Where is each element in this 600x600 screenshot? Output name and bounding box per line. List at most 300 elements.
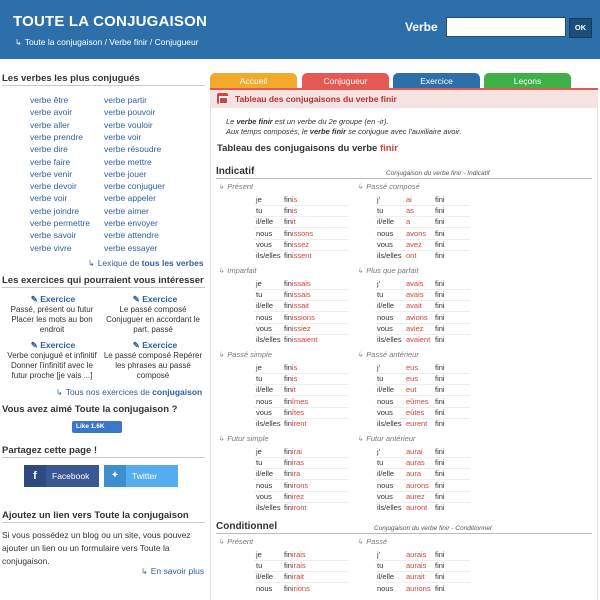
auxiliary-verb: avait — [406, 301, 422, 311]
tab-conjugueur[interactable]: Conjugueur — [302, 73, 389, 90]
popular-verb-link[interactable]: verbe pouvoir — [104, 107, 156, 118]
conjugated-verb — [284, 419, 307, 428]
verb-ending: irez — [291, 491, 305, 501]
verb-ending: irent — [291, 419, 307, 428]
chevron-icon: ↳ — [357, 266, 364, 275]
verb-ending: is — [291, 195, 298, 204]
pronoun: ils/elles — [377, 251, 402, 260]
conjugated-verb — [284, 397, 308, 406]
popular-verb-link[interactable]: verbe joindre — [30, 205, 80, 216]
pronoun: nous — [256, 583, 273, 593]
intro-part: se conjugue avec l'auxiliaire avoir. — [346, 126, 462, 136]
conjugated-verb — [284, 584, 310, 593]
verb-ending: irais — [291, 561, 306, 571]
verb-stem: fin — [284, 363, 292, 372]
verb-stem: fin — [284, 447, 292, 456]
verb-stem: fin — [284, 385, 292, 395]
exercises-heading: Les exercices qui pourraient vous intéresser — [2, 275, 204, 286]
past-participle: fini — [435, 561, 445, 571]
conjugated-verb — [284, 458, 304, 467]
pronoun: tu — [256, 290, 263, 300]
verb-search-ok-button[interactable]: OK — [569, 18, 592, 38]
popular-verb-link[interactable]: verbe prendre — [30, 131, 83, 142]
auxiliary-verb: auront — [406, 503, 428, 512]
conjugated-verb — [284, 550, 306, 559]
verb-ending: irai — [291, 447, 302, 456]
intro-verb: verbe finir — [309, 126, 347, 136]
pronoun: il/elle — [256, 572, 274, 582]
auxiliary-verb: eûtes — [406, 407, 425, 417]
verb-stem: fin — [284, 572, 292, 582]
conjugated-verb — [284, 290, 311, 299]
popular-verb-link[interactable]: verbe être — [30, 95, 69, 105]
pronoun: nous — [256, 228, 273, 238]
verb-ending: îtes — [291, 407, 305, 417]
pen-icon: ✎ — [132, 340, 143, 350]
pen-icon: ✎ — [132, 294, 143, 304]
pronoun: je — [256, 279, 262, 288]
pronoun: tu — [377, 458, 384, 468]
pronoun: tu — [377, 206, 384, 216]
auxiliary-verb: aurais — [406, 561, 427, 571]
pronoun: nous — [256, 312, 273, 322]
chevron-icon: ↳ — [218, 537, 225, 546]
past-participle: fini — [435, 407, 445, 417]
auxiliary-verb: eûmes — [406, 396, 429, 406]
verb-stem: fin — [284, 419, 292, 428]
pronoun: tu — [256, 206, 263, 216]
exercise-title[interactable] — [107, 294, 203, 305]
verb-stem: fin — [284, 491, 292, 501]
auxiliary-verb: ai — [406, 195, 412, 204]
verb-ending: issez — [291, 239, 310, 249]
verb-stem: fin — [284, 195, 292, 204]
verb-stem: fin — [284, 550, 292, 559]
breadcrumb[interactable] — [15, 37, 199, 47]
exercise-description[interactable]: Le passé composé Conjuguer en accordant le part. passé — [106, 305, 200, 334]
breadcrumb-arrow-icon: ↳ — [15, 38, 22, 47]
tab-lecons[interactable]: Leçons — [484, 73, 571, 90]
popular-verb-link[interactable]: verbe appeler — [104, 193, 156, 204]
conjugated-verb — [284, 240, 309, 249]
pronoun: nous — [256, 480, 273, 490]
facebook-icon: f — [24, 465, 46, 487]
pronoun: il/elle — [256, 217, 274, 227]
exercise-title-text: Exercice — [142, 340, 178, 350]
tab-exercice[interactable]: Exercice — [393, 73, 480, 90]
divider — [2, 522, 205, 523]
verb-stem: fin — [284, 239, 292, 249]
conjugated-verb — [284, 279, 311, 288]
popular-verb-link[interactable]: verbe partir — [104, 95, 147, 105]
pronoun: ils/elles — [256, 419, 281, 428]
intro-part: Le — [226, 117, 237, 126]
tense-name-text: Présent — [227, 537, 254, 546]
conjugated-verb — [284, 572, 304, 581]
chevron-icon: ↳ — [357, 350, 364, 359]
row-divider — [254, 373, 349, 374]
tense-name-text: Présent — [227, 182, 254, 191]
pronoun: je — [256, 195, 262, 204]
pronoun: il/elle — [377, 217, 395, 227]
auxiliary-verb: aurons — [406, 480, 429, 490]
auxiliary-verb: ont — [406, 251, 417, 260]
row-divider — [375, 373, 470, 374]
pronoun: nous — [377, 396, 394, 406]
past-participle: fini — [435, 290, 445, 300]
auxiliary-verb: avons — [406, 228, 427, 238]
popular-verb-link[interactable]: verbe envoyer — [104, 218, 158, 228]
tense-name — [357, 434, 416, 443]
pronoun: ils/elles — [256, 335, 281, 344]
conjugated-verb — [284, 363, 297, 372]
verb-stem: fin — [284, 217, 292, 227]
verb-ending: irions — [291, 583, 310, 593]
conjugated-verb — [284, 335, 317, 344]
verb-ending: is — [291, 363, 298, 372]
conjugated-verb — [284, 206, 297, 215]
panel-title: Tableau des conjugaisons du verbe finir — [235, 94, 397, 104]
verb-stem: fin — [284, 374, 292, 384]
row-divider — [254, 205, 349, 206]
past-participle: fini — [435, 503, 445, 512]
pronoun: tu — [256, 374, 263, 384]
pronoun: j' — [377, 550, 381, 559]
verb-stem: fin — [284, 312, 292, 322]
pronoun: vous — [256, 239, 272, 249]
conjugated-verb — [284, 561, 306, 570]
auxiliary-verb: avais — [406, 290, 424, 300]
pronoun: ils/elles — [256, 503, 281, 512]
auxiliary-verb: eus — [406, 374, 419, 384]
popular-verb-link[interactable]: verbe faire — [30, 156, 71, 167]
past-participle: fini — [435, 385, 445, 395]
conjugated-verb — [284, 408, 304, 417]
table-title-prefix: Tableau des conjugaisons du verbe — [217, 143, 380, 154]
verb-ending: irons — [291, 480, 309, 490]
twitter-icon: ✦ — [104, 465, 126, 487]
past-participle: fini — [435, 480, 445, 490]
intro-text — [226, 117, 461, 136]
auxiliary-verb: avions — [406, 312, 428, 322]
verb-ending: îmes — [291, 396, 309, 406]
past-participle: fini — [435, 363, 445, 372]
verb-ending: is — [291, 206, 298, 216]
exercise-description[interactable]: Passé, présent ou futur Placer les mots au bon endroit — [10, 305, 94, 334]
verb-ending: it — [291, 385, 296, 395]
pronoun: ils/elles — [377, 419, 402, 428]
verb-ending: ira — [291, 469, 301, 479]
pronoun: tu — [256, 561, 263, 571]
tense-name-text: Plus que parfait — [366, 266, 419, 275]
past-participle: fini — [435, 396, 445, 406]
chevron-icon: ↳ — [357, 537, 364, 546]
tense-name-text: Passé simple — [227, 350, 272, 359]
divider — [216, 178, 592, 179]
pronoun: vous — [377, 491, 393, 501]
divider — [2, 287, 205, 288]
tense-name-text: Passé antérieur — [366, 350, 419, 359]
table-icon — [217, 93, 228, 104]
past-participle: fini — [435, 374, 445, 384]
popular-verb-link[interactable]: verbe dire — [30, 144, 68, 155]
tense-name — [218, 434, 269, 443]
past-participle: fini — [435, 206, 445, 216]
breadcrumb-text[interactable]: Toute la conjugaison / Verbe finir / Conjugueur — [24, 37, 199, 47]
popular-verb-link[interactable]: verbe vivre — [30, 242, 72, 253]
tense-name — [218, 537, 253, 546]
exercise-title[interactable] — [5, 294, 101, 305]
pronoun: il/elle — [377, 469, 395, 479]
pronoun: ils/elles — [377, 503, 402, 512]
add-link-text: Si vous possédez un blog ou un site, vous pouvez ajouter un lien ou un formulaire vers Toute la conjugaison. — [2, 530, 191, 566]
verb-ending: irait — [291, 572, 305, 582]
verb-stem: fin — [284, 561, 292, 571]
verb-stem: fin — [284, 583, 292, 593]
panel-header — [210, 90, 598, 108]
conjugated-verb — [284, 385, 296, 394]
pronoun: j' — [377, 279, 381, 288]
pronoun: vous — [256, 491, 272, 501]
pronoun: j' — [377, 447, 381, 456]
chevron-icon: ↳ — [357, 434, 364, 443]
conjugated-verb — [284, 324, 311, 333]
verb-stem: fin — [284, 407, 292, 417]
pronoun: vous — [377, 239, 393, 249]
past-participle: fini — [435, 228, 445, 238]
auxiliary-verb: aura — [406, 469, 422, 479]
tense-name-text: Futur antérieur — [366, 434, 416, 443]
auxiliary-verb: aurai — [406, 447, 423, 456]
divider — [2, 457, 205, 458]
popular-verb-link[interactable]: verbe voir — [30, 193, 68, 204]
popular-verbs-heading: Les verbes les plus conjugués — [2, 73, 140, 84]
popular-verb-link[interactable]: verbe savoir — [30, 230, 77, 241]
popular-verb-link[interactable]: verbe voir — [104, 131, 142, 142]
pronoun: il/elle — [256, 469, 274, 479]
conjugated-verb — [284, 301, 309, 310]
verb-stem: fin — [284, 206, 292, 216]
auxiliary-verb: avais — [406, 279, 424, 288]
conjugated-verb — [284, 492, 304, 501]
verb-ending: issent — [291, 251, 312, 260]
past-participle: fini — [435, 419, 445, 428]
pronoun: ils/elles — [256, 251, 281, 260]
pronoun: nous — [377, 480, 394, 490]
popular-verb-link[interactable]: verbe venir — [30, 168, 73, 179]
pronoun: je — [256, 447, 262, 456]
conjugated-verb — [284, 229, 313, 238]
past-participle: fini — [435, 301, 445, 311]
facebook-label: Facebook — [52, 471, 90, 481]
conjugated-verb — [284, 195, 297, 204]
verb-ending: issaient — [291, 335, 318, 344]
auxiliary-verb: auras — [406, 458, 425, 468]
mode-title-conditionnel: Conditionnel — [216, 521, 278, 532]
sidebar — [0, 59, 208, 600]
verb-stem: fin — [284, 279, 292, 288]
pronoun: vous — [256, 407, 272, 417]
popular-verb-link[interactable]: verbe mettre — [104, 156, 152, 167]
exercise-title-text: Exercice — [142, 294, 178, 304]
chevron-icon: ↳ — [357, 182, 364, 191]
verb-stem: fin — [284, 396, 292, 406]
pronoun: tu — [377, 374, 384, 384]
auxiliary-verb: a — [406, 217, 411, 227]
auxiliary-verb: aurez — [406, 491, 425, 501]
popular-verb-link[interactable]: verbe devoir — [30, 181, 77, 192]
auxiliary-verb: aviez — [406, 323, 424, 333]
pen-icon: ✎ — [30, 340, 41, 350]
pronoun: tu — [256, 458, 263, 468]
exercise-description[interactable]: Verbe conjugué et infinitif Donner l'infinitif avec le futur proche [je vais ...] — [7, 351, 97, 380]
tense-name — [218, 350, 272, 359]
past-participle: fini — [435, 335, 445, 344]
row-divider — [375, 205, 470, 206]
pronoun: vous — [256, 323, 272, 333]
site-title[interactable]: TOUTE LA CONJUGAISON — [13, 13, 208, 30]
intro-line-1 — [226, 117, 461, 127]
pronoun: vous — [377, 323, 393, 333]
auxiliary-verb: eurent — [406, 419, 428, 428]
past-participle: fini — [435, 550, 445, 559]
pronoun: nous — [377, 583, 394, 593]
popular-verb-link[interactable]: verbe attendre — [104, 230, 159, 241]
auxiliary-verb: avaient — [406, 335, 431, 344]
intro-verb: verbe finir — [236, 117, 273, 126]
pronoun: j' — [377, 195, 381, 204]
popular-verb-link[interactable]: verbe avoir — [30, 107, 73, 118]
exercise-title[interactable] — [5, 340, 101, 351]
past-participle: fini — [435, 195, 445, 204]
verb-stem: fin — [284, 251, 292, 260]
auxiliary-verb: avez — [406, 239, 422, 249]
lexique-prefix: Lexique de — [97, 258, 142, 268]
all-exercises-bold: conjugaison — [152, 387, 203, 397]
chevron-icon: ↳ — [218, 434, 225, 443]
mode-note-indicatif[interactable]: Conjugaison du verbe finir - Indicatif — [386, 170, 490, 177]
past-participle: fini — [435, 572, 445, 582]
auxiliary-verb: aurait — [406, 572, 425, 582]
auxiliary-verb: as — [406, 206, 414, 216]
pronoun: je — [256, 363, 262, 372]
tense-name-text: Passé composé — [366, 182, 420, 191]
divider — [216, 533, 592, 534]
add-link-heading: Ajoutez un lien vers Toute la conjugaison — [2, 510, 189, 521]
verb-ending: is — [291, 374, 298, 384]
facebook-like-button[interactable]: Like 1.6K — [72, 421, 122, 433]
popular-verb-link[interactable]: verbe résoudre — [104, 144, 162, 155]
verb-search-input[interactable] — [446, 17, 566, 37]
verb-search-label: Verbe — [405, 20, 438, 34]
twitter-share-button[interactable] — [104, 465, 178, 487]
tense-name — [218, 182, 253, 191]
pronoun: je — [256, 550, 262, 559]
site-header — [0, 0, 600, 59]
popular-verb-link[interactable]: verbe aimer — [104, 205, 149, 216]
verb-ending: iras — [291, 458, 305, 468]
all-exercises-link[interactable] — [56, 387, 202, 397]
pronoun: il/elle — [256, 301, 274, 311]
tab-accueil[interactable]: Accueil — [210, 73, 297, 90]
verb-stem: fin — [284, 301, 292, 311]
chevron-icon: ↳ — [218, 266, 225, 275]
lexique-link[interactable] — [88, 258, 204, 268]
tense-name — [357, 537, 387, 546]
exercise-title[interactable] — [107, 340, 203, 351]
verb-stem: fin — [284, 469, 292, 479]
pronoun: vous — [377, 407, 393, 417]
auxiliary-verb: aurais — [406, 550, 427, 559]
past-participle: fini — [435, 312, 445, 322]
divider — [2, 85, 205, 86]
verb-ending: issiez — [291, 323, 311, 333]
arrow-icon: ↳ — [56, 388, 63, 397]
verb-ending: issais — [291, 290, 311, 300]
verb-stem: fin — [284, 323, 292, 333]
popular-verb-link[interactable]: verbe permettre — [30, 218, 90, 228]
past-participle: fini — [435, 251, 445, 260]
past-participle: fini — [435, 458, 445, 468]
popular-verb-link[interactable]: verbe essayer — [104, 242, 158, 253]
exercise-description[interactable]: Le passé composé Repérer les phrases au passé composé — [103, 351, 203, 380]
learn-more-link[interactable] — [141, 566, 204, 576]
past-participle: fini — [435, 323, 445, 333]
popular-verb-link[interactable]: verbe jouer — [104, 168, 147, 179]
popular-verb-link[interactable]: verbe conjuguer — [104, 181, 165, 192]
mode-note-conditionnel[interactable]: Conjugaison du verbe finir - Conditionnel — [374, 525, 492, 532]
verb-ending: issait — [291, 301, 310, 311]
table-title-verb: finir — [379, 143, 398, 154]
verb-stem: fin — [284, 458, 292, 468]
past-participle: fini — [435, 469, 445, 479]
verb-stem: fin — [284, 480, 292, 490]
popular-verb-link[interactable]: verbe vouloir — [104, 119, 153, 130]
pronoun: ils/elles — [377, 335, 402, 344]
table-title — [217, 143, 398, 154]
share-heading: Partagez cette page ! — [2, 445, 98, 456]
pronoun: il/elle — [377, 301, 395, 311]
pronoun: il/elle — [377, 385, 395, 395]
pen-icon: ✎ — [30, 294, 41, 304]
tense-name — [357, 266, 418, 275]
exercise-title-text: Exercice — [40, 340, 76, 350]
verb-ending: issions — [291, 312, 315, 322]
exercise-title-text: Exercice — [40, 294, 76, 304]
pronoun: nous — [377, 312, 394, 322]
past-participle: fini — [435, 217, 445, 227]
tense-name — [357, 350, 419, 359]
past-participle: fini — [435, 279, 445, 288]
conjugated-verb — [284, 251, 312, 260]
conjugated-verb — [284, 217, 296, 226]
conjugated-verb — [284, 374, 297, 383]
past-participle: fini — [435, 491, 445, 501]
facebook-share-button[interactable] — [24, 465, 99, 487]
popular-verb-link[interactable]: verbe aller — [30, 119, 70, 130]
pronoun: tu — [377, 290, 384, 300]
conjugated-verb — [284, 469, 300, 478]
verb-ending: it — [291, 217, 296, 227]
pronoun: j' — [377, 363, 381, 372]
pronoun: il/elle — [256, 385, 274, 395]
auxiliary-verb: eus — [406, 363, 419, 372]
verb-ending: irais — [291, 550, 306, 559]
arrow-icon: ↳ — [88, 259, 95, 268]
intro-line-2 — [226, 127, 461, 137]
conjugated-verb — [284, 503, 307, 512]
verb-ending: iront — [291, 503, 307, 512]
